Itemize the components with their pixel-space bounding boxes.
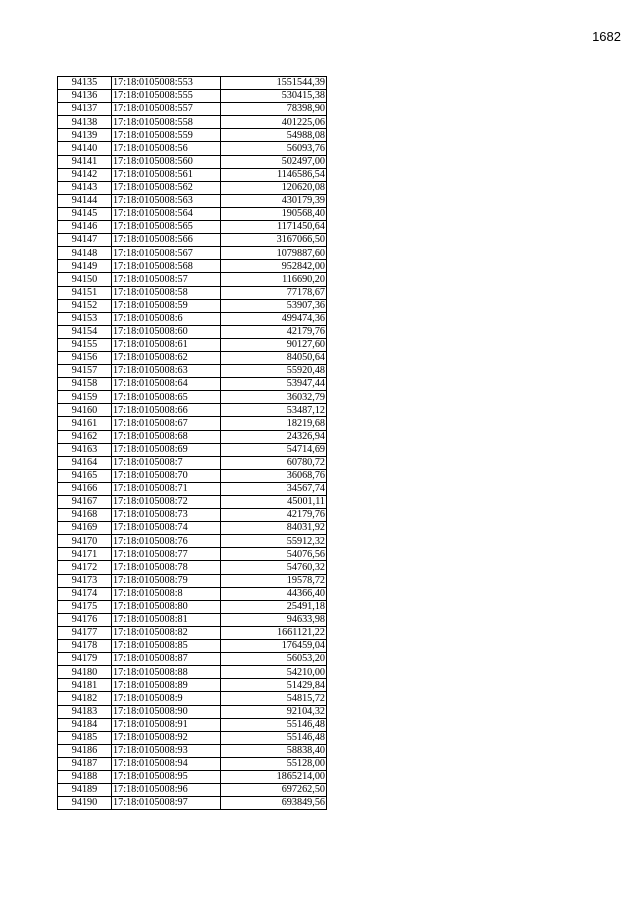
table-row: [58, 142, 327, 155]
row-number-cell: 94187: [58, 757, 112, 770]
table-row: [58, 587, 327, 600]
cadastral-value-cell: 84031,92: [221, 522, 327, 535]
cadastral-number-cell: 17:18:0105008:561: [112, 168, 221, 181]
row-number-cell: 94190: [58, 797, 112, 810]
row-number-cell: 94180: [58, 666, 112, 679]
row-number-cell: 94166: [58, 482, 112, 495]
cadastral-value-cell: 84050,64: [221, 351, 327, 364]
cadastral-value-cell: 697262,50: [221, 784, 327, 797]
cadastral-value-cell: 56093,76: [221, 142, 327, 155]
table-row: [58, 103, 327, 116]
cadastral-number-cell: 17:18:0105008:62: [112, 351, 221, 364]
table-row: [58, 600, 327, 613]
cadastral-number-cell: 17:18:0105008:61: [112, 338, 221, 351]
table-row: [58, 666, 327, 679]
table-row: [58, 718, 327, 731]
cadastral-number-cell: 17:18:0105008:565: [112, 221, 221, 234]
cadastral-number-cell: 17:18:0105008:67: [112, 417, 221, 430]
cadastral-number-cell: 17:18:0105008:81: [112, 613, 221, 626]
cadastral-number-cell: 17:18:0105008:57: [112, 273, 221, 286]
table-row: [58, 509, 327, 522]
row-number-cell: 94152: [58, 299, 112, 312]
cadastral-value-cell: 1171450,64: [221, 221, 327, 234]
cadastral-value-cell: 430179,39: [221, 194, 327, 207]
table-row: [58, 613, 327, 626]
table-row: [58, 299, 327, 312]
cadastral-value-cell: 19578,72: [221, 574, 327, 587]
cadastral-value-cell: 530415,38: [221, 90, 327, 103]
row-number-cell: 94146: [58, 221, 112, 234]
cadastral-value-cell: 78398,90: [221, 103, 327, 116]
table-row: [58, 731, 327, 744]
cadastral-number-cell: 17:18:0105008:64: [112, 378, 221, 391]
table-row: [58, 626, 327, 639]
cadastral-value-cell: 54760,32: [221, 561, 327, 574]
row-number-cell: 94138: [58, 116, 112, 129]
cadastral-value-cell: 55920,48: [221, 365, 327, 378]
table-row: [58, 548, 327, 561]
cadastral-number-cell: 17:18:0105008:69: [112, 443, 221, 456]
cadastral-number-cell: 17:18:0105008:70: [112, 469, 221, 482]
cadastral-value-cell: 24326,94: [221, 430, 327, 443]
table-row: [58, 207, 327, 220]
row-number-cell: 94185: [58, 731, 112, 744]
cadastral-value-cell: 502497,00: [221, 155, 327, 168]
row-number-cell: 94161: [58, 417, 112, 430]
cadastral-number-cell: 17:18:0105008:65: [112, 391, 221, 404]
cadastral-value-cell: 94633,98: [221, 613, 327, 626]
cadastral-value-cell: 60780,72: [221, 456, 327, 469]
cadastral-number-cell: 17:18:0105008:74: [112, 522, 221, 535]
row-number-cell: 94184: [58, 718, 112, 731]
cadastral-number-cell: 17:18:0105008:96: [112, 784, 221, 797]
cadastral-value-cell: 54988,08: [221, 129, 327, 142]
cadastral-value-cell: 1146586,54: [221, 168, 327, 181]
table-row: [58, 181, 327, 194]
cadastral-number-cell: 17:18:0105008:559: [112, 129, 221, 142]
table-row: [58, 561, 327, 574]
table-row: [58, 378, 327, 391]
row-number-cell: 94186: [58, 744, 112, 757]
row-number-cell: 94169: [58, 522, 112, 535]
cadastral-number-cell: 17:18:0105008:9: [112, 692, 221, 705]
row-number-cell: 94173: [58, 574, 112, 587]
table-row: [58, 535, 327, 548]
row-number-cell: 94147: [58, 234, 112, 247]
cadastral-value-cell: 54210,00: [221, 666, 327, 679]
row-number-cell: 94164: [58, 456, 112, 469]
cadastral-number-cell: 17:18:0105008:90: [112, 705, 221, 718]
cadastral-number-cell: 17:18:0105008:85: [112, 640, 221, 653]
row-number-cell: 94183: [58, 705, 112, 718]
cadastral-number-cell: 17:18:0105008:566: [112, 234, 221, 247]
cadastral-number-cell: 17:18:0105008:7: [112, 456, 221, 469]
cadastral-value-cell: 34567,74: [221, 482, 327, 495]
row-number-cell: 94172: [58, 561, 112, 574]
table-row: [58, 443, 327, 456]
cadastral-number-cell: 17:18:0105008:71: [112, 482, 221, 495]
cadastral-value-cell: 53907,36: [221, 299, 327, 312]
row-number-cell: 94137: [58, 103, 112, 116]
row-number-cell: 94165: [58, 469, 112, 482]
table-row: [58, 77, 327, 90]
row-number-cell: 94148: [58, 247, 112, 260]
table-row: [58, 391, 327, 404]
cadastral-value-cell: 54714,69: [221, 443, 327, 456]
cadastral-value-cell: 53487,12: [221, 404, 327, 417]
cadastral-number-cell: 17:18:0105008:77: [112, 548, 221, 561]
table-row: [58, 221, 327, 234]
table-row: [58, 404, 327, 417]
table-row: [58, 234, 327, 247]
cadastral-number-cell: 17:18:0105008:97: [112, 797, 221, 810]
cadastral-value-cell: 51429,84: [221, 679, 327, 692]
cadastral-number-cell: 17:18:0105008:95: [112, 770, 221, 783]
row-number-cell: 94150: [58, 273, 112, 286]
cadastral-value-cell: 18219,68: [221, 417, 327, 430]
row-number-cell: 94157: [58, 365, 112, 378]
cadastral-number-cell: 17:18:0105008:63: [112, 365, 221, 378]
row-number-cell: 94174: [58, 587, 112, 600]
cadastral-number-cell: 17:18:0105008:8: [112, 587, 221, 600]
cadastral-number-cell: 17:18:0105008:94: [112, 757, 221, 770]
cadastral-value-cell: 77178,67: [221, 286, 327, 299]
cadastral-value-cell: 25491,18: [221, 600, 327, 613]
cadastral-value-cell: 53947,44: [221, 378, 327, 391]
cadastral-number-cell: 17:18:0105008:553: [112, 77, 221, 90]
cadastral-value-cell: 1865214,00: [221, 770, 327, 783]
cadastral-value-cell: 176459,04: [221, 640, 327, 653]
cadastral-number-cell: 17:18:0105008:568: [112, 260, 221, 273]
cadastral-value-cell: 42179,76: [221, 509, 327, 522]
row-number-cell: 94171: [58, 548, 112, 561]
cadastral-number-cell: 17:18:0105008:78: [112, 561, 221, 574]
cadastral-value-cell: 499474,36: [221, 312, 327, 325]
row-number-cell: 94155: [58, 338, 112, 351]
row-number-cell: 94142: [58, 168, 112, 181]
cadastral-number-cell: 17:18:0105008:93: [112, 744, 221, 757]
cadastral-number-cell: 17:18:0105008:59: [112, 299, 221, 312]
cadastral-value-cell: 1079887,60: [221, 247, 327, 260]
row-number-cell: 94160: [58, 404, 112, 417]
row-number-cell: 94156: [58, 351, 112, 364]
cadastral-value-cell: 55146,48: [221, 718, 327, 731]
row-number-cell: 94189: [58, 784, 112, 797]
table-row: [58, 574, 327, 587]
cadastral-value-cell: 190568,40: [221, 207, 327, 220]
cadastral-number-cell: 17:18:0105008:558: [112, 116, 221, 129]
cadastral-number-cell: 17:18:0105008:73: [112, 509, 221, 522]
cadastral-number-cell: 17:18:0105008:79: [112, 574, 221, 587]
cadastral-number-cell: 17:18:0105008:76: [112, 535, 221, 548]
cadastral-number-cell: 17:18:0105008:80: [112, 600, 221, 613]
row-number-cell: 94178: [58, 640, 112, 653]
cadastral-value-cell: 56053,20: [221, 653, 327, 666]
cadastral-number-cell: 17:18:0105008:68: [112, 430, 221, 443]
row-number-cell: 94162: [58, 430, 112, 443]
cadastral-value-cell: 54815,72: [221, 692, 327, 705]
cadastral-value-cell: 36068,76: [221, 469, 327, 482]
row-number-cell: 94168: [58, 509, 112, 522]
table-row: [58, 653, 327, 666]
cadastral-value-cell: 952842,00: [221, 260, 327, 273]
table-row: [58, 351, 327, 364]
row-number-cell: 94143: [58, 181, 112, 194]
table-row: [58, 365, 327, 378]
cadastral-value-cell: 36032,79: [221, 391, 327, 404]
table-body: [58, 77, 327, 810]
table-row: [58, 692, 327, 705]
table-row: [58, 469, 327, 482]
cadastral-number-cell: 17:18:0105008:89: [112, 679, 221, 692]
table-row: [58, 260, 327, 273]
cadastral-number-cell: 17:18:0105008:567: [112, 247, 221, 260]
table-row: [58, 194, 327, 207]
cadastral-value-cell: 44366,40: [221, 587, 327, 600]
row-number-cell: 94159: [58, 391, 112, 404]
cadastral-number-cell: 17:18:0105008:557: [112, 103, 221, 116]
cadastral-value-cell: 45001,11: [221, 496, 327, 509]
cadastral-number-cell: 17:18:0105008:555: [112, 90, 221, 103]
table-row: [58, 168, 327, 181]
row-number-cell: 94154: [58, 325, 112, 338]
table-row: [58, 705, 327, 718]
table-row: [58, 456, 327, 469]
table-row: [58, 273, 327, 286]
table-row: [58, 247, 327, 260]
cadastral-number-cell: 17:18:0105008:56: [112, 142, 221, 155]
cadastral-number-cell: 17:18:0105008:563: [112, 194, 221, 207]
table-row: [58, 679, 327, 692]
cadastral-value-cell: 55128,00: [221, 757, 327, 770]
row-number-cell: 94170: [58, 535, 112, 548]
cadastral-value-cell: 401225,06: [221, 116, 327, 129]
cadastral-value-cell: 58838,40: [221, 744, 327, 757]
table-row: [58, 116, 327, 129]
row-number-cell: 94153: [58, 312, 112, 325]
cadastral-value-cell: 120620,08: [221, 181, 327, 194]
table-row: [58, 325, 327, 338]
table-row: [58, 797, 327, 810]
row-number-cell: 94181: [58, 679, 112, 692]
table-row: [58, 640, 327, 653]
cadastral-number-cell: 17:18:0105008:87: [112, 653, 221, 666]
row-number-cell: 94144: [58, 194, 112, 207]
cadastral-number-cell: 17:18:0105008:92: [112, 731, 221, 744]
row-number-cell: 94135: [58, 77, 112, 90]
cadastral-number-cell: 17:18:0105008:88: [112, 666, 221, 679]
table-row: [58, 744, 327, 757]
cadastral-value-cell: 116690,20: [221, 273, 327, 286]
table-row: [58, 155, 327, 168]
row-number-cell: 94182: [58, 692, 112, 705]
row-number-cell: 94176: [58, 613, 112, 626]
row-number-cell: 94163: [58, 443, 112, 456]
cadastral-value-cell: 54076,56: [221, 548, 327, 561]
row-number-cell: 94136: [58, 90, 112, 103]
cadastral-number-cell: 17:18:0105008:66: [112, 404, 221, 417]
cadastral-number-cell: 17:18:0105008:72: [112, 496, 221, 509]
table-row: [58, 757, 327, 770]
cadastral-value-cell: 55912,32: [221, 535, 327, 548]
cadastral-value-cell: 92104,32: [221, 705, 327, 718]
table-row: [58, 90, 327, 103]
row-number-cell: 94175: [58, 600, 112, 613]
cadastral-value-cell: 1551544,39: [221, 77, 327, 90]
cadastral-value-cell: 55146,48: [221, 731, 327, 744]
cadastral-value-cell: 3167066,50: [221, 234, 327, 247]
cadastral-number-cell: 17:18:0105008:58: [112, 286, 221, 299]
table-row: [58, 312, 327, 325]
row-number-cell: 94141: [58, 155, 112, 168]
table-row: [58, 522, 327, 535]
row-number-cell: 94158: [58, 378, 112, 391]
cadastral-number-cell: 17:18:0105008:82: [112, 626, 221, 639]
row-number-cell: 94151: [58, 286, 112, 299]
cadastral-number-cell: 17:18:0105008:562: [112, 181, 221, 194]
row-number-cell: 94188: [58, 770, 112, 783]
table-row: [58, 784, 327, 797]
cadastral-number-cell: 17:18:0105008:564: [112, 207, 221, 220]
table-row: [58, 417, 327, 430]
page-number: 1682: [592, 29, 621, 44]
cadastral-value-cell: 1661121,22: [221, 626, 327, 639]
table-row: [58, 129, 327, 142]
table-row: [58, 496, 327, 509]
row-number-cell: 94167: [58, 496, 112, 509]
cadastral-number-cell: 17:18:0105008:91: [112, 718, 221, 731]
table-row: [58, 482, 327, 495]
row-number-cell: 94145: [58, 207, 112, 220]
row-number-cell: 94149: [58, 260, 112, 273]
cadastral-number-cell: 17:18:0105008:560: [112, 155, 221, 168]
cadastral-value-cell: 693849,56: [221, 797, 327, 810]
table-row: [58, 770, 327, 783]
cadastral-number-cell: 17:18:0105008:6: [112, 312, 221, 325]
table-row: [58, 430, 327, 443]
row-number-cell: 94179: [58, 653, 112, 666]
table-row: [58, 338, 327, 351]
table-row: [58, 286, 327, 299]
cadastral-number-cell: 17:18:0105008:60: [112, 325, 221, 338]
cadastral-value-cell: 42179,76: [221, 325, 327, 338]
row-number-cell: 94139: [58, 129, 112, 142]
row-number-cell: 94140: [58, 142, 112, 155]
row-number-cell: 94177: [58, 626, 112, 639]
cadastral-value-cell: 90127,60: [221, 338, 327, 351]
cadastral-value-table: [57, 76, 327, 810]
